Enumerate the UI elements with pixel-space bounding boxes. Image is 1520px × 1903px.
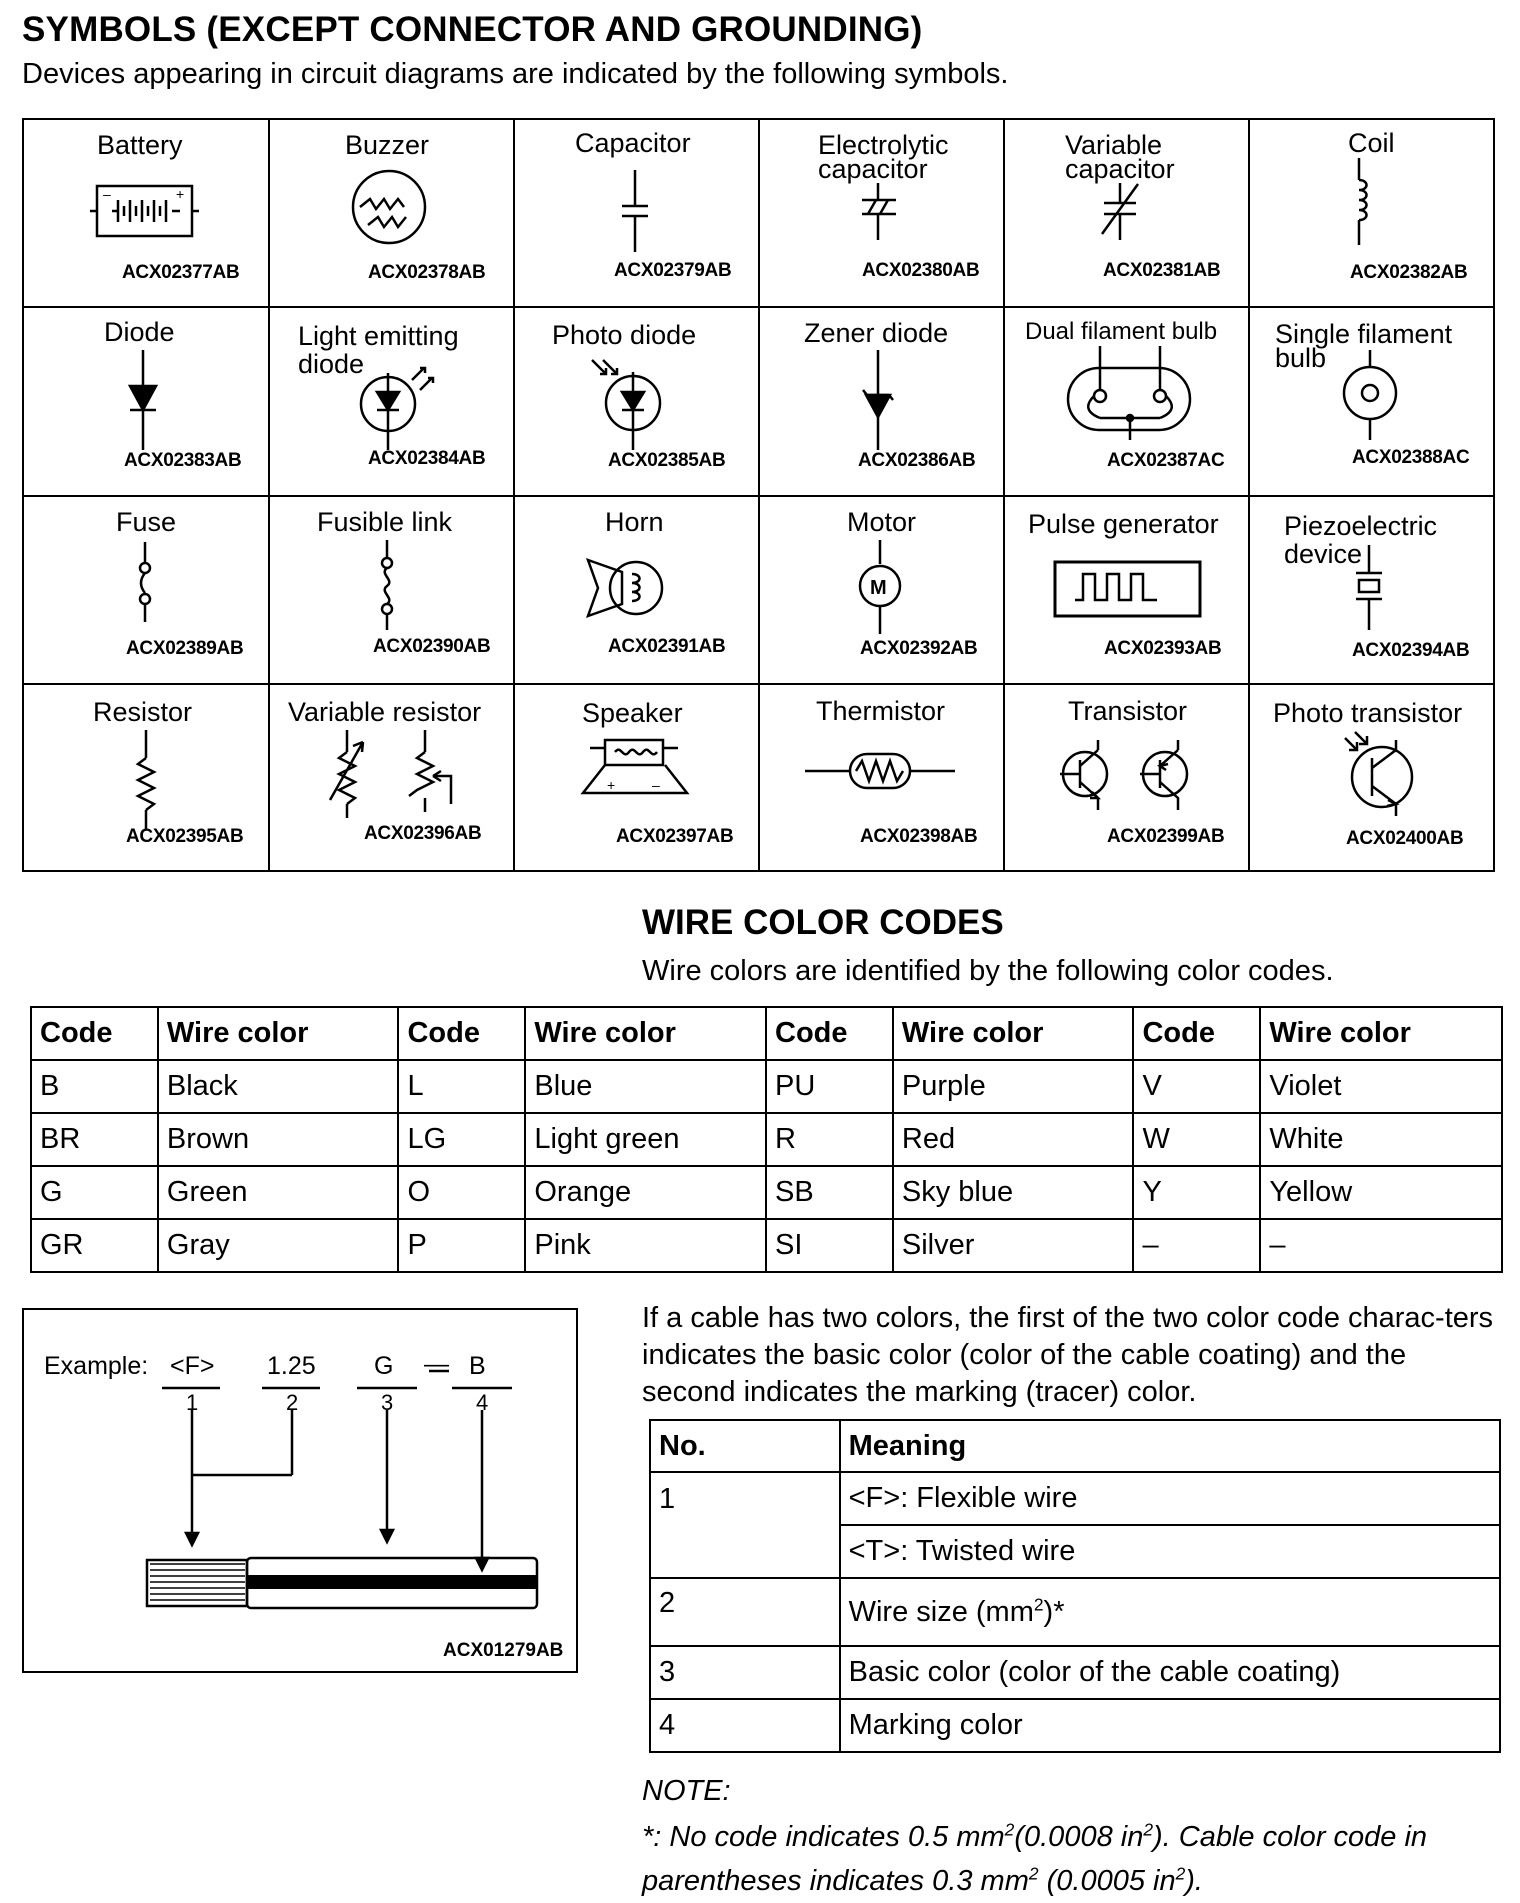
- cell-name-fusible-link: Fusible link: [317, 507, 453, 537]
- svg-text:+: +: [607, 777, 616, 793]
- note-part: ).: [1185, 1865, 1203, 1897]
- table-cell: Purple: [893, 1060, 1134, 1113]
- header-cell: Wire color: [893, 1007, 1134, 1060]
- cell-name-thermistor: Thermistor: [816, 696, 946, 726]
- cell-code: ACX02393AB: [1104, 638, 1222, 659]
- table-cell: R: [766, 1113, 893, 1166]
- example-part-1: <F>: [170, 1352, 215, 1380]
- cell-name-resistor: Resistor: [93, 697, 193, 727]
- wire-color-title: WIRE COLOR CODES: [642, 903, 1004, 942]
- cell-name-motor: Motor: [847, 507, 917, 537]
- variable-resistor-icon: [330, 730, 451, 818]
- table-cell: Y: [1133, 1166, 1260, 1219]
- photo-transistor-icon: [1345, 732, 1412, 816]
- table-row: [31, 1113, 1502, 1166]
- cell-name-battery: Battery: [97, 130, 183, 160]
- cell-name-variable-resistor: Variable resistor: [288, 697, 482, 727]
- note-part: ). Cable color code in parentheses indicates 0.3 mm: [642, 1821, 1428, 1897]
- table-row: [650, 1472, 1500, 1525]
- cell-code: ACX02397AB: [616, 826, 734, 847]
- cell-name-fuse: Fuse: [116, 507, 177, 537]
- cell-name-photo-transistor: Photo transistor: [1273, 698, 1463, 728]
- cell-code: ACX02383AB: [124, 450, 242, 471]
- wire-size-suffix: )*: [1043, 1595, 1065, 1628]
- table-cell: Light green: [525, 1113, 766, 1166]
- battery-icon: [90, 186, 199, 236]
- table-cell: Gray: [158, 1219, 399, 1272]
- cell-name-variable-capacitor: Variable capacitor: [1065, 130, 1175, 184]
- led-icon: [361, 368, 433, 450]
- resistor-icon: [138, 730, 154, 830]
- cell-code: ACX02399AB: [1107, 826, 1225, 847]
- page-subtitle: Devices appearing in circuit diagrams are indicated by the following symbols.: [22, 58, 1009, 90]
- header-cell: Wire color: [1260, 1007, 1502, 1060]
- cell-code: ACX02377AB: [122, 262, 240, 283]
- table-cell: GR: [31, 1219, 158, 1272]
- meaning-table: [649, 1419, 1501, 1753]
- table-cell: 1: [650, 1472, 840, 1578]
- table-row: [650, 1646, 1500, 1699]
- cell-code: ACX02385AB: [608, 450, 726, 471]
- header-cell: Code: [1133, 1007, 1260, 1060]
- motor-icon: [860, 540, 900, 634]
- header-cell: No.: [650, 1420, 840, 1472]
- symbol-drawings: [0, 0, 1520, 880]
- svg-text:M: M: [870, 577, 887, 599]
- cell-name-buzzer: Buzzer: [345, 130, 430, 160]
- electrolytic-capacitor-icon: [862, 183, 896, 240]
- cell-name-capacitor: Capacitor: [575, 128, 691, 158]
- table-row: [31, 1219, 1502, 1272]
- two-color-explanation: If a cable has two colors, the first of the two color code charac-ters indicates the basic color (color of the cable coating) and the second indicates the marking (tracer) color.: [642, 1302, 1494, 1408]
- fusible-link-icon: [382, 540, 392, 630]
- example-part-2: 1.25: [267, 1352, 316, 1380]
- cell-code: ACX02380AB: [862, 260, 980, 281]
- cell-code: ACX02391AB: [608, 636, 726, 657]
- wire-color-table: [30, 1006, 1503, 1273]
- note-text: [642, 1815, 1512, 1903]
- table-cell: P: [398, 1219, 525, 1272]
- table-cell: <F>: Flexible wire: [840, 1472, 1500, 1525]
- superscript: 2: [1175, 1863, 1186, 1884]
- table-cell: 2: [650, 1578, 840, 1646]
- table-cell: B: [31, 1060, 158, 1113]
- svg-text:–: –: [103, 186, 111, 202]
- superscript: 2: [1028, 1863, 1039, 1884]
- header-cell: Wire color: [525, 1007, 766, 1060]
- cell-code: ACX02381AB: [1103, 260, 1221, 281]
- table-row: [650, 1699, 1500, 1752]
- buzzer-icon: [353, 171, 425, 243]
- table-cell: –: [1260, 1219, 1502, 1272]
- table-cell: Marking color: [840, 1699, 1500, 1752]
- cell-code: ACX02389AB: [126, 638, 244, 659]
- cell-name-zener-diode: Zener diode: [804, 318, 949, 348]
- table-cell: Brown: [158, 1113, 399, 1166]
- example-label: Example:: [44, 1352, 149, 1380]
- note-part: (0.0008 in: [1014, 1821, 1144, 1853]
- table-cell: LG: [398, 1113, 525, 1166]
- table-cell: Red: [893, 1113, 1134, 1166]
- table-cell: BR: [31, 1113, 158, 1166]
- cell-name-diode: Diode: [104, 317, 175, 347]
- example-number: 1: [186, 1390, 199, 1415]
- superscript: 2: [1143, 1819, 1154, 1840]
- header-cell: Wire color: [158, 1007, 399, 1060]
- capacitor-icon: [622, 170, 648, 252]
- example-part-3: G: [374, 1352, 394, 1380]
- superscript: 2: [1004, 1819, 1015, 1840]
- diode-icon: [130, 350, 156, 450]
- table-cell: W: [1133, 1113, 1260, 1166]
- table-cell: Blue: [525, 1060, 766, 1113]
- zener-diode-icon: [863, 350, 893, 450]
- superscript: 2: [1033, 1593, 1044, 1614]
- cell-name-single-filament-bulb: Single filament bulb: [1275, 319, 1453, 373]
- cell-name-transistor: Transistor: [1068, 696, 1188, 726]
- cell-code: ACX02384AB: [368, 448, 486, 469]
- example-code: ACX01279AB: [443, 1640, 564, 1661]
- cell-code: ACX02382AB: [1350, 262, 1468, 283]
- example-number: 4: [476, 1390, 489, 1415]
- fuse-icon: [140, 542, 150, 622]
- example-number: 3: [381, 1390, 394, 1415]
- wire-size-text: Wire size (mm: [848, 1595, 1034, 1628]
- table-cell: Basic color (color of the cable coating): [840, 1646, 1500, 1699]
- table-cell: –: [1133, 1219, 1260, 1272]
- cell-name-pulse-generator: Pulse generator: [1028, 509, 1219, 539]
- cell-name-dual-filament-bulb: Dual filament bulb: [1025, 318, 1218, 345]
- table-header-row: [31, 1007, 1502, 1060]
- transistor-icon: [1060, 740, 1187, 810]
- cell-code: ACX02390AB: [373, 636, 491, 657]
- cell-name-led: Light emitting diode: [298, 321, 459, 379]
- table-cell: Sky blue: [893, 1166, 1134, 1219]
- dual-filament-bulb-icon: [1068, 346, 1190, 440]
- table-cell: PU: [766, 1060, 893, 1113]
- svg-text:+: +: [176, 186, 185, 202]
- table-cell: Black: [158, 1060, 399, 1113]
- horn-icon: [588, 560, 662, 616]
- table-cell: [840, 1578, 1500, 1646]
- header-cell: Code: [31, 1007, 158, 1060]
- cell-name-electrolytic-capacitor: Electrolytic capacitor: [818, 130, 949, 184]
- example-dash: —: [424, 1350, 449, 1378]
- note-part: *: No code indicates 0.5 mm: [642, 1821, 1005, 1853]
- table-cell: L: [398, 1060, 525, 1113]
- cell-code: ACX02386AB: [858, 450, 976, 471]
- table-cell: O: [398, 1166, 525, 1219]
- cell-code: ACX02395AB: [126, 826, 244, 847]
- table-cell: Silver: [893, 1219, 1134, 1272]
- table-row: [650, 1578, 1500, 1646]
- table-cell: 3: [650, 1646, 840, 1699]
- table-cell: Orange: [525, 1166, 766, 1219]
- pulse-generator-icon: [1055, 562, 1200, 616]
- note-heading: NOTE:: [642, 1775, 731, 1807]
- cell-code: ACX02392AB: [860, 638, 978, 659]
- table-cell: SI: [766, 1219, 893, 1272]
- table-cell: Violet: [1260, 1060, 1502, 1113]
- cell-code: ACX02387AC: [1107, 450, 1225, 471]
- header-cell: Code: [766, 1007, 893, 1060]
- table-row: [31, 1060, 1502, 1113]
- cell-code: ACX02398AB: [860, 826, 978, 847]
- cell-code: ACX02388AC: [1352, 447, 1470, 468]
- table-cell: SB: [766, 1166, 893, 1219]
- cell-name-photo-diode: Photo diode: [552, 320, 697, 350]
- table-header-row: [650, 1420, 1500, 1472]
- cell-code: ACX02396AB: [364, 823, 482, 844]
- cell-name-piezoelectric-device: Piezoelectric device: [1284, 511, 1438, 569]
- table-row: [31, 1166, 1502, 1219]
- table-cell: 4: [650, 1699, 840, 1752]
- variable-capacitor-icon: [1102, 183, 1138, 240]
- coil-icon: [1359, 158, 1367, 245]
- cell-code: ACX02400AB: [1346, 828, 1464, 849]
- wire-color-subtitle: Wire colors are identified by the following color codes.: [642, 955, 1334, 987]
- svg-text:–: –: [652, 777, 660, 793]
- cell-code: ACX02379AB: [614, 260, 732, 281]
- header-cell: Code: [398, 1007, 525, 1060]
- photo-diode-icon: [592, 360, 660, 450]
- example-part-4: B: [469, 1352, 486, 1380]
- thermistor-icon: [805, 754, 955, 788]
- page-title: SYMBOLS (EXCEPT CONNECTOR AND GROUNDING): [22, 10, 923, 49]
- table-cell: White: [1260, 1113, 1502, 1166]
- header-cell: Meaning: [840, 1420, 1500, 1472]
- table-cell: G: [31, 1166, 158, 1219]
- speaker-icon: [583, 740, 687, 793]
- example-number: 2: [286, 1390, 299, 1415]
- table-cell: Yellow: [1260, 1166, 1502, 1219]
- cell-name-speaker: Speaker: [582, 698, 683, 728]
- cell-code: ACX02394AB: [1352, 640, 1470, 661]
- table-cell: <T>: Twisted wire: [840, 1525, 1500, 1578]
- cell-name-coil: Coil: [1348, 128, 1395, 158]
- table-cell: Pink: [525, 1219, 766, 1272]
- cell-name-horn: Horn: [605, 507, 664, 537]
- table-cell: V: [1133, 1060, 1260, 1113]
- table-cell: Green: [158, 1166, 399, 1219]
- cell-code: ACX02378AB: [368, 262, 486, 283]
- note-part: (0.0005 in: [1038, 1865, 1176, 1897]
